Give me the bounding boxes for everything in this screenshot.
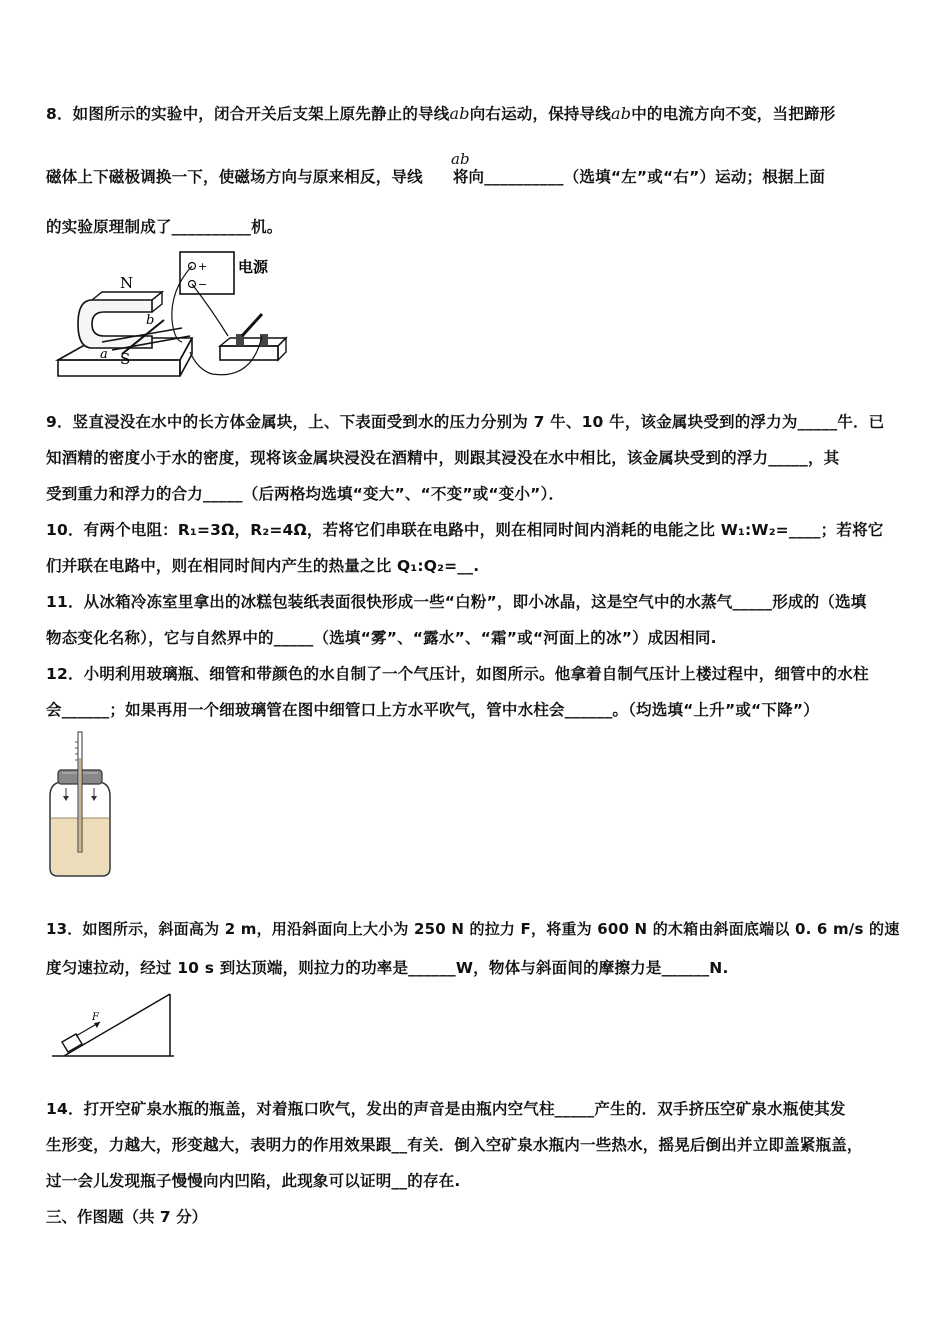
base-board-side [180, 338, 192, 376]
q12-line1: 12．小明利用玻璃瓶、细管和带颜色的水自制了一个气压计，如图所示。他拿着自制气压计上楼过程中，细管中的水柱 [46, 665, 869, 683]
q13-line2: 度匀速拉动，经过 10 s 到达顶端，则拉力的功率是______W，物体与斜面间的摩擦力是______N. [46, 959, 729, 977]
magnet-top-end [152, 292, 162, 312]
wooden-box [62, 1034, 82, 1052]
q10-line2: 们并联在电路中，则在相同时间内产生的热量之比 Q₁:Q₂=__. [46, 557, 480, 575]
switch-side [278, 338, 286, 360]
q8-text: 中的电流方向不变，当把蹄形 [631, 105, 836, 123]
horseshoe-magnet [78, 300, 155, 348]
q13-incline-figure [50, 990, 180, 1060]
switch-lever [242, 314, 262, 336]
q8-line2 [46, 165, 825, 187]
switch-base [220, 346, 278, 360]
q8-text: 向右运动，保持导线 [469, 105, 611, 123]
q11-line1: 11．从冰箱冷冻室里拿出的冰糕包装纸表面很快形成一些“白粉”，即小冰晶，这是空气中的水蒸气_____形成的（选填 [46, 593, 867, 611]
q8-line3: 的实验原理制成了__________机。 [46, 218, 283, 236]
label-a: a [100, 347, 108, 362]
q12-barometer-figure [42, 728, 122, 880]
magnet-top [92, 292, 162, 300]
q11-line2: 物态变化名称），它与自然界中的_____（选填“雾”、“露水”、“霜”或“河面上的冰”）成因相同. [46, 629, 717, 647]
q8-figure [52, 250, 292, 382]
q12-line2: 会______；如果再用一个细玻璃管在图中细管口上方水平吹气，管中水柱会______。（均选填“上升”或“下降”） [46, 701, 819, 719]
plus-sign: + [198, 260, 208, 273]
base-board-front [58, 360, 180, 376]
q9-line1: 9．竖直浸没在水中的长方体金属块，上、下表面受到水的压力分别为 7 牛、10 牛，该金属块受到的浮力为_____牛．已 [46, 413, 885, 431]
q14-line3: 过一会儿发现瓶子慢慢向内凹陷，此现象可以证明__的存在. [46, 1172, 461, 1190]
q8-text: 将向__________（选填“左”或“右”）运动；根据上面 [452, 168, 826, 186]
q14-line1: 14．打开空矿泉水瓶的瓶盖，对着瓶口吹气，发出的声音是由瓶内空气柱_____产生的．双手挤压空矿泉水瓶使其发 [46, 1100, 846, 1118]
power-label: 电源 [238, 258, 269, 276]
label-b: b [146, 313, 155, 328]
q8-ab-symbol: ab [449, 104, 470, 123]
water-column [79, 758, 81, 852]
q9-line3: 受到重力和浮力的合力_____（后两格均选填“变大”、“不变”或“变小”）． [46, 485, 565, 503]
section-heading: 三、作图题（共 7 分） [46, 1208, 208, 1226]
q10-line1: 10．有两个电阻：R₁=3Ω，R₂=4Ω，若将它们串联在电路中，则在相同时间内消耗的电能之比 W₁:W₂=____；若将它 [46, 521, 884, 539]
q14-line2: 生形变，力越大，形变越大，表明力的作用效果跟__有关．倒入空矿泉水瓶内一些热水，摇晃后倒出并立即盖紧瓶盖， [46, 1136, 863, 1154]
q13-line1: 13．如图所示，斜面高为 2 m，用沿斜面向上大小为 250 N 的拉力 F，将重为 600 N 的木箱由斜面底端以 0. 6 m/s 的速 [46, 920, 900, 938]
switch-top [220, 338, 286, 346]
q8-text: 磁体上下磁极调换一下，使磁场方向与原来相反，导线 [46, 168, 423, 186]
label-s: S [120, 350, 131, 368]
q8-ab-raised: ab [451, 150, 470, 168]
label-n: N [120, 274, 134, 292]
q8-ab-symbol: ab [611, 104, 632, 123]
force-label: F [92, 1012, 99, 1023]
q8-text: 8．如图所示的实验中，闭合开关后支架上原先静止的导线 [46, 105, 450, 123]
minus-sign: − [198, 278, 208, 291]
q9-line2: 知酒精的密度小于水的密度，现将该金属块浸没在酒精中，则跟其浸没在水中相比，该金属块受到的浮力_____，其 [46, 449, 840, 467]
incline-slope [64, 994, 170, 1056]
q8-line1 [46, 102, 835, 124]
